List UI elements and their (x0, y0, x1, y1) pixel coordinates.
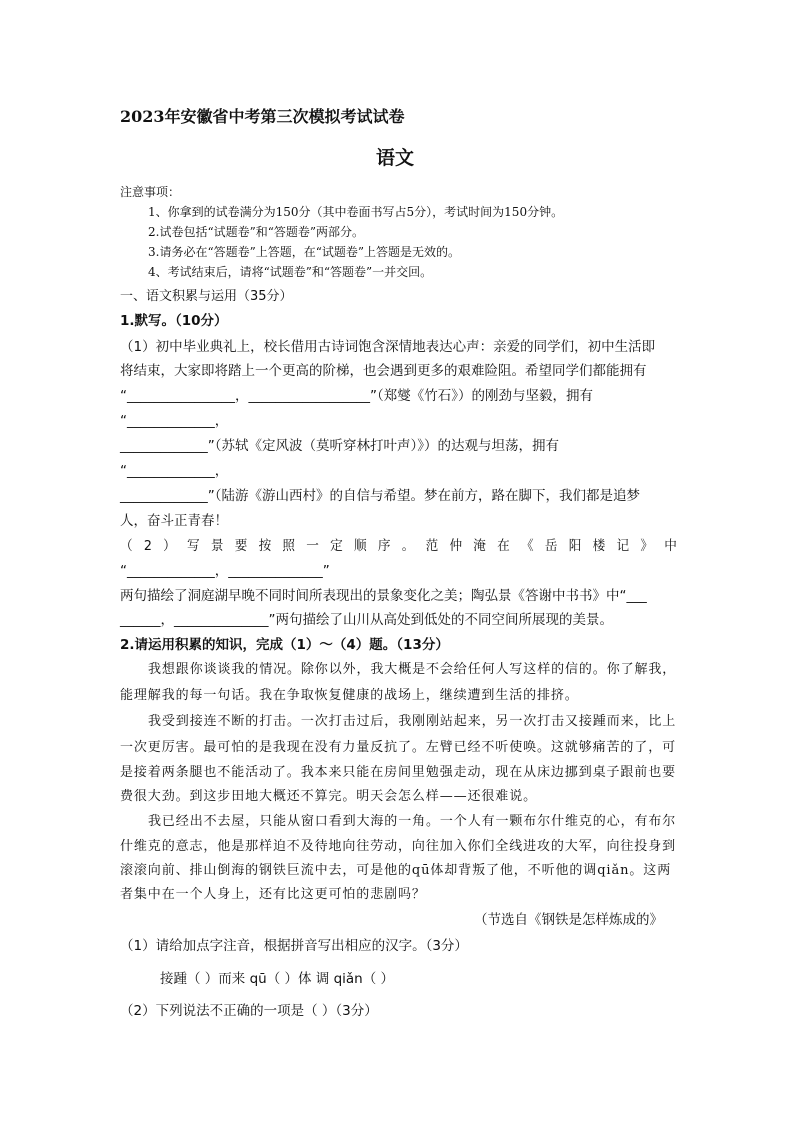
q1-line: 将结束，大家即将踏上一个更高的阶梯，也会遇到更多的艰难险阻。希望同学们都能拥有 (120, 363, 647, 379)
passage-line: 一次更厉害。最可怕的是我现在没有力量反抗了。左臂已经不听使唤。这就够痛苦的了，可 (120, 740, 677, 755)
q1-fill-blank: _____________”（苏轼《定风波（莫听穿林打叶声）》）的达观与坦荡，拥有 (120, 438, 559, 454)
passage-line: 者集中在一个人身上，还有比这更可怕的悲剧吗？ (120, 887, 426, 902)
q1-line: （1）初中毕业典礼上，校长借用古诗词饱含深情地表达心声：亲爱的同学们，初中生活即 (120, 339, 656, 355)
notice-item: 3.请务必在“答题卷”上答题，在“试题卷”上答题是无效的。 (148, 245, 460, 259)
q1-fill-blank: “_____________，______________” (120, 563, 330, 579)
notice-item: 2.试卷包括“试题卷”和“答题卷”两部分。 (148, 225, 364, 239)
q1-fill-blank: “_____________， (120, 413, 229, 429)
passage-line: 是接着两条腿也不能活动了。我本来只能在房间里勉强走动，现在从床边挪到桌子跟前也要 (120, 765, 677, 780)
passage-line: 能理解我的每一句话。我在争取恢复健康的战场上，继续遭到生活的排挤。 (120, 688, 579, 703)
subquestion-1-items: 接踵（ ）而来 qū（ ）体 调 qiǎn（ ） (160, 971, 395, 987)
q1-part2-line: ______，______________”两句描绘了山川从高处到低处的不同空间所展现的美景。 (120, 612, 613, 628)
question-title: 1.默写。（10分） (120, 313, 228, 329)
q1-fill-blank: “________________，__________________”（郑燮《竹石》）的刚劲与坚毅，拥有 (120, 388, 593, 404)
notice-item: 4、考试结束后，请将“试题卷”和“答题卷”一并交回。 (148, 265, 433, 279)
passage-line: 什维克的意志，他是那样迫不及待地向往劳动，向往加入你们全线进攻的大军，向往投身到 (120, 839, 677, 854)
passage-line: 费很大劲。到这步田地大概还不算完。明天会怎么样——还很难说。 (120, 789, 538, 804)
q1-fill-blank: “_____________， (120, 463, 229, 479)
passage-line: 滚滚向前、排山倒海的钢铁巨流中去，可是他的qū体却背叛了他，不听他的调qiǎn。这两 (120, 863, 672, 878)
subquestion-1: （1）请给加点字注音，根据拼音写出相应的汉字。（3分） (120, 938, 468, 954)
notice-item: 1、你拿到的试卷满分为150分（其中卷面书写占5分），考试时间为150分钟。 (148, 205, 564, 219)
subject-title: 语文 (376, 147, 415, 169)
section-heading: 一、语文积累与运用（35分） (120, 289, 293, 304)
q1-part2-line: 两句描绘了洞庭湖早晚不同时间所表现出的景象变化之美；陶弘景《答谢中书书》中“___ (120, 588, 647, 604)
q1-line: 人，奋斗正青春！ (120, 513, 228, 529)
exam-title: 2023年安徽省中考第三次模拟考试试卷 (120, 107, 405, 126)
subquestion-2: （2）下列说法不正确的一项是（ ）（3分） (120, 1003, 378, 1019)
q1-fill-blank: _____________”（陆游《游山西村》的自信与希望。梦在前方，路在脚下，我们都是追梦 (120, 488, 640, 504)
question-title: 2.请运用积累的知识，完成（1）～（4）题。（13分） (120, 637, 449, 653)
passage-line: 我受到接连不断的打击。一次打击过后，我刚刚站起来，另一次打击又接踵而来，比上 (148, 714, 677, 729)
q1-part2-line: （2）写景要按照一定顺序。范仲淹在《岳阳楼记》中 (120, 538, 689, 554)
passage-source: （节选自《钢铁是怎样炼成的》 (474, 912, 663, 928)
notice-heading: 注意事项： (120, 185, 181, 199)
passage-line: 我已经出不去屋，只能从窗口看到大海的一角。一个人有一颗布尔什维克的心，有布尔 (148, 814, 677, 829)
passage-line: 我想跟你谈谈我的情况。除你以外，我大概是不会给任何人写这样的信的。你了解我， (148, 662, 677, 677)
